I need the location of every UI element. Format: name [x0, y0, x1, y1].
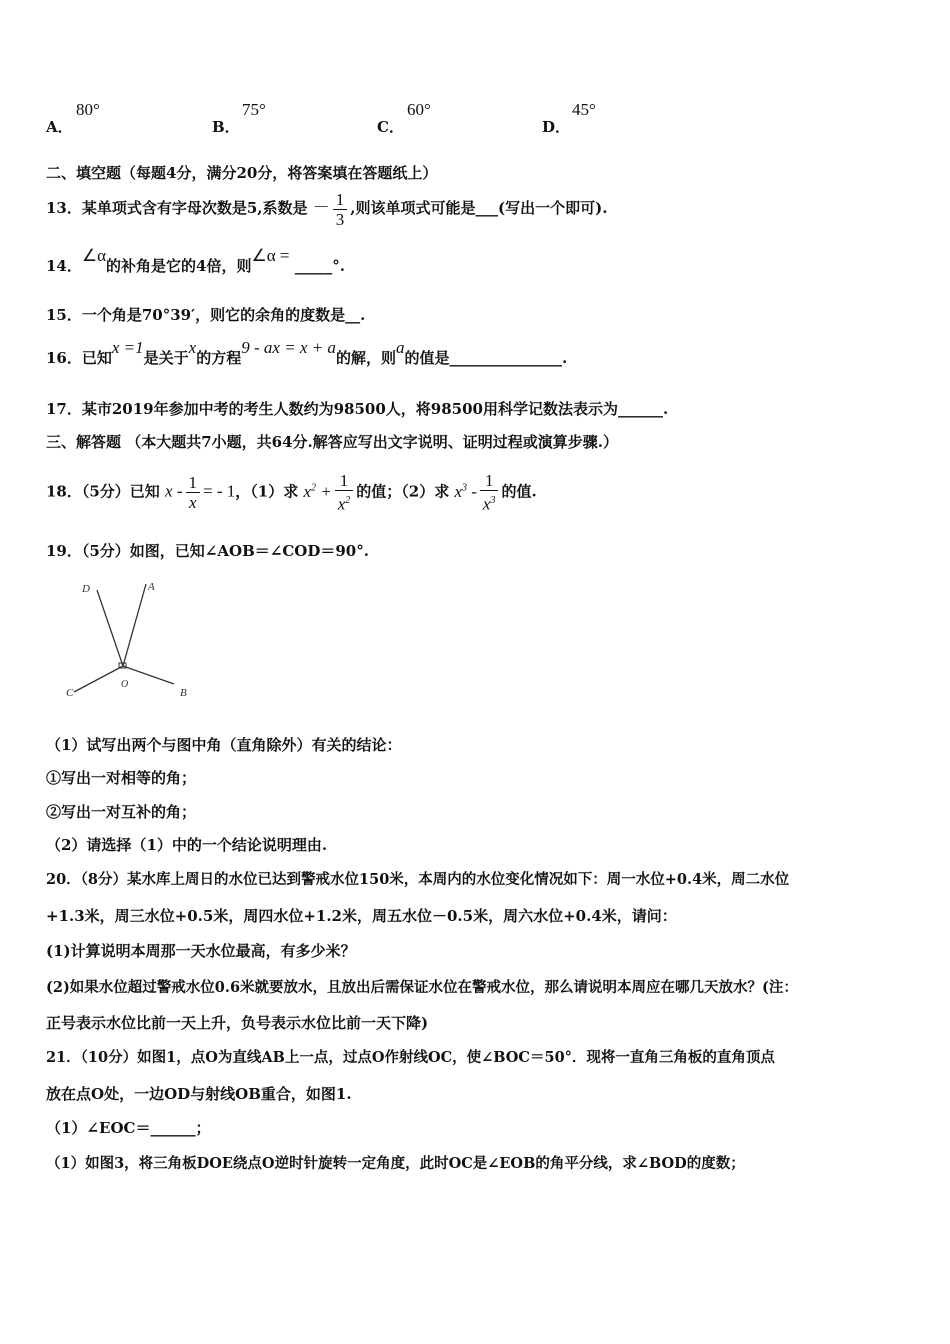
q16-equation-x: x =1: [111, 338, 144, 357]
q16-var-x: x: [188, 338, 197, 357]
q18-x-squared: $x^2$ +: [303, 481, 332, 501]
q18-suffix: 的值.: [501, 482, 537, 501]
q16-var-a: a: [395, 338, 405, 357]
option-value: 80°: [76, 100, 100, 119]
q13-fraction: [333, 190, 348, 229]
fraction-denominator: $x^3$: [482, 494, 496, 514]
q20-line4: (2)如果水位超过警戒水位0.6米就要放水，且放出后需保证水位在警戒水位，那么请说明本周应在哪几天放水？(注：: [46, 979, 798, 996]
q20-line3: (1)计算说明本周那一天水位最高，有多少米？: [46, 942, 356, 960]
q18-equals: = - 1: [203, 481, 236, 501]
q18-x-cubed: $x^3$ -: [454, 481, 477, 501]
fraction-numerator: 1: [186, 473, 201, 493]
q14-angle-alpha-eq: ∠α =: [251, 246, 290, 265]
q14-angle-alpha: ∠α: [81, 246, 107, 265]
q16-mid2: 的方程: [196, 349, 242, 367]
label-d: D: [82, 583, 90, 595]
q19-sub2: （2）请选择（1）中的一个结论说明理由.: [46, 836, 328, 854]
q16-equation: 9 - ax = x + a: [241, 338, 336, 357]
question-19: 19．（5分）如图，已知∠AOB＝∠COD＝90°.: [46, 542, 369, 560]
option-value: 45°: [572, 100, 596, 119]
q16-prefix: 16．已知: [46, 349, 112, 367]
fraction-numerator: 1: [333, 190, 348, 210]
question-18: [46, 456, 537, 524]
q18-fraction-1-over-x: [186, 473, 201, 512]
fraction-denominator: $x^2$: [337, 494, 351, 514]
q19-sub1: （1）试写出两个与图中角（直角除外）有关的结论：: [46, 736, 402, 754]
q13-suffix: ,则该单项式可能是___(写出一个即可).: [350, 199, 608, 217]
q20-line1: 20．（8分）某水库上周日的水位已达到警戒水位150米，本周内的水位变化情况如下：周一水位+0.4米，周二水位: [46, 871, 790, 888]
q20-line5: 正号表示水位比前一天上升，负号表示水位比前一天下降): [46, 1014, 429, 1032]
q19-sub1b: ②写出一对互补的角；: [46, 803, 197, 821]
section-title-answer: 三、解答题 （本大题共7小题，共64分.解答应写出文字说明、证明过程或演算步骤.）: [46, 433, 618, 451]
option-label: C．: [377, 118, 404, 136]
q13-minus: －: [312, 198, 330, 217]
fraction-denominator: x: [188, 493, 197, 513]
fraction-numerator: 1: [335, 471, 354, 491]
question-14: [46, 248, 345, 284]
option-label: A．: [46, 118, 73, 136]
q21-line4: （1）如图3，将三角板DOE绕点O逆时针旋转一定角度，此时OC是∠EOB的角平分线，求∠BOD的度数；: [46, 1155, 745, 1172]
q18-var-x: x -: [165, 481, 183, 501]
question-13: [46, 186, 607, 230]
q14-prefix: 14．: [46, 257, 82, 275]
angle-figure: [60, 572, 210, 707]
q18-fraction-1-over-x3: [480, 471, 499, 514]
question-15: 15．一个角是70°39′，则它的余角的度数是__.: [46, 306, 366, 324]
ray-oa: [123, 584, 146, 666]
option-value: 60°: [407, 100, 431, 119]
option-label: B．: [212, 118, 240, 136]
fraction-denominator: 3: [335, 209, 345, 229]
ray-oc: [74, 666, 123, 692]
question-16: [46, 338, 567, 378]
label-c: C: [66, 687, 74, 699]
q14-suffix: _____°.: [294, 257, 345, 275]
q16-mid3: 的解，则: [335, 349, 396, 367]
q13-prefix: 13．某单项式含有字母次数是5,系数是: [46, 199, 308, 217]
q16-mid1: 是关于: [143, 349, 189, 367]
q14-mid: 的补角是它的4倍，则: [106, 257, 252, 275]
label-o: O: [121, 679, 129, 690]
option-label: D．: [542, 118, 571, 136]
ray-ob: [123, 666, 174, 684]
q18-prefix: 18．（5分）已知: [46, 482, 160, 501]
question-17: 17．某市2019年参加中考的考生人数约为98500人，将98500用科学记数法表示为______.: [46, 400, 669, 418]
q20-line2: +1.3米，周三水位+0.5米，周四水位+1.2米，周五水位－0.5米，周六水位+0.4米，请问：: [46, 907, 677, 925]
option-value: 75°: [242, 100, 266, 119]
q21-line3: （1）∠EOC＝______；: [46, 1119, 211, 1137]
q21-line1: 21．（10分）如图1，点O为直线AB上一点，过点O作射线OC，使∠BOC＝50°．现将一直角三角板的直角顶点: [46, 1049, 775, 1066]
section-title-fill-in: 二、填空题（每题4分，满分20分，将答案填在答题纸上）: [46, 164, 438, 182]
q21-line2: 放在点O处，一边OD与射线OB重合，如图1.: [46, 1085, 352, 1103]
label-b: B: [180, 687, 187, 699]
q18-mid2: 的值；（2）求: [356, 482, 450, 501]
q18-fraction-1-over-x2: [335, 471, 354, 514]
fraction-numerator: 1: [480, 471, 499, 491]
q19-sub1a: ①写出一对相等的角；: [46, 769, 197, 787]
q16-suffix: 的值是_______________.: [404, 349, 568, 367]
q18-mid1: ，（1）求: [235, 482, 299, 501]
ray-od: [97, 590, 123, 666]
label-a: A: [148, 581, 155, 593]
